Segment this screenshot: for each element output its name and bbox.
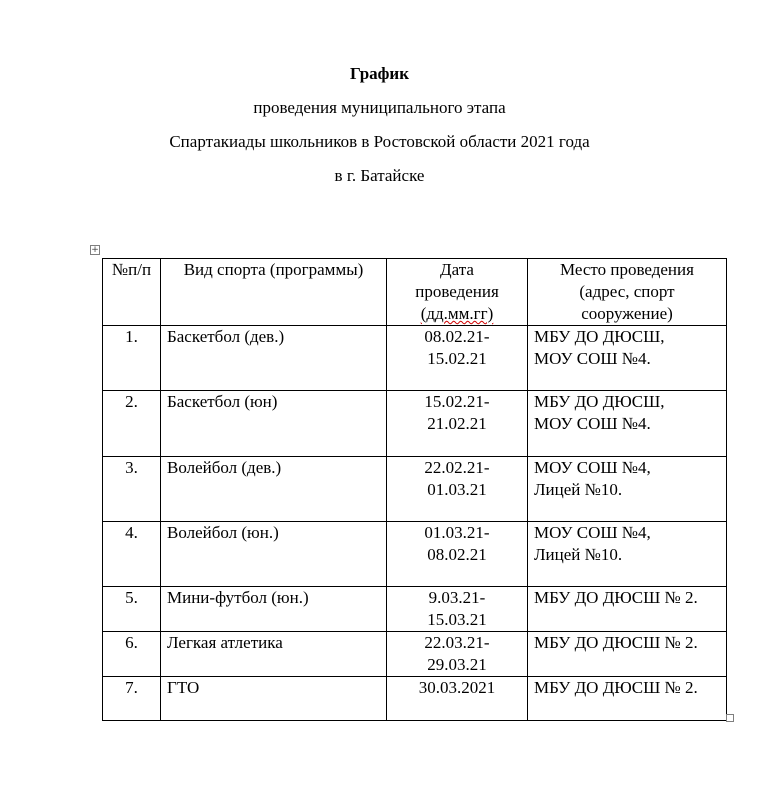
table-row bbox=[103, 587, 727, 632]
cell-sport: Баскетбол (юн) bbox=[161, 391, 387, 457]
table-move-handle-icon[interactable]: + bbox=[91, 245, 99, 255]
cell-sport: Мини-футбол (юн.) bbox=[161, 587, 387, 632]
cell-place: МБУ ДО ДЮСШ № 2. bbox=[528, 677, 727, 721]
cell-date: 30.03.2021 bbox=[387, 677, 528, 721]
cell-date: 22.03.21- 29.03.21 bbox=[387, 632, 528, 677]
table-row bbox=[103, 391, 727, 457]
col-header-date: Дата проведения (дд.мм.гг) bbox=[387, 259, 528, 326]
doc-subtitle-line-1: проведения муниципального этапа bbox=[253, 98, 506, 117]
cell-place: МБУ ДО ДЮСШ № 2. bbox=[528, 587, 727, 632]
cell-sport: Волейбол (юн.) bbox=[161, 522, 387, 587]
cell-sport: Баскетбол (дев.) bbox=[161, 326, 387, 391]
table-resize-handle-icon[interactable] bbox=[726, 714, 734, 722]
cell-place: МОУ СОШ №4, Лицей №10. bbox=[528, 457, 727, 522]
table-row bbox=[103, 457, 727, 522]
cell-sport: Волейбол (дев.) bbox=[161, 457, 387, 522]
table-row bbox=[103, 522, 727, 587]
cell-number: 7. bbox=[103, 677, 161, 721]
col-header-number: №п/п bbox=[103, 259, 161, 326]
schedule-table bbox=[102, 258, 727, 721]
cell-place: МБУ ДО ДЮСШ № 2. bbox=[528, 632, 727, 677]
cell-date: 01.03.21- 08.02.21 bbox=[387, 522, 528, 587]
cell-date: 9.03.21- 15.03.21 bbox=[387, 587, 528, 632]
table-row bbox=[103, 632, 727, 677]
cell-number: 2. bbox=[103, 391, 161, 457]
cell-number: 1. bbox=[103, 326, 161, 391]
cell-number: 6. bbox=[103, 632, 161, 677]
cell-sport: ГТО bbox=[161, 677, 387, 721]
cell-number: 5. bbox=[103, 587, 161, 632]
table-row bbox=[103, 326, 727, 391]
cell-sport: Легкая атлетика bbox=[161, 632, 387, 677]
doc-title: График bbox=[349, 64, 410, 83]
spellcheck-underlined-text: (дд.мм.гг) bbox=[420, 304, 494, 323]
cell-place: МБУ ДО ДЮСШ, МОУ СОШ №4. bbox=[528, 326, 727, 391]
table-header-row bbox=[103, 259, 727, 326]
cell-place: МБУ ДО ДЮСШ, МОУ СОШ №4. bbox=[528, 391, 727, 457]
cell-date: 22.02.21- 01.03.21 bbox=[387, 457, 528, 522]
cell-number: 4. bbox=[103, 522, 161, 587]
cell-place: МОУ СОШ №4, Лицей №10. bbox=[528, 522, 727, 587]
cell-date: 15.02.21- 21.02.21 bbox=[387, 391, 528, 457]
cell-number: 3. bbox=[103, 457, 161, 522]
cell-date: 08.02.21- 15.02.21 bbox=[387, 326, 528, 391]
table-row bbox=[103, 677, 727, 721]
col-header-sport: Вид спорта (программы) bbox=[161, 259, 387, 326]
doc-subtitle-line-3: в г. Батайске bbox=[334, 166, 425, 185]
doc-subtitle-line-2: Спартакиады школьников в Ростовской области 2021 года bbox=[169, 132, 590, 151]
col-header-place: Место проведения (адрес, спорт сооружение) bbox=[528, 259, 727, 326]
